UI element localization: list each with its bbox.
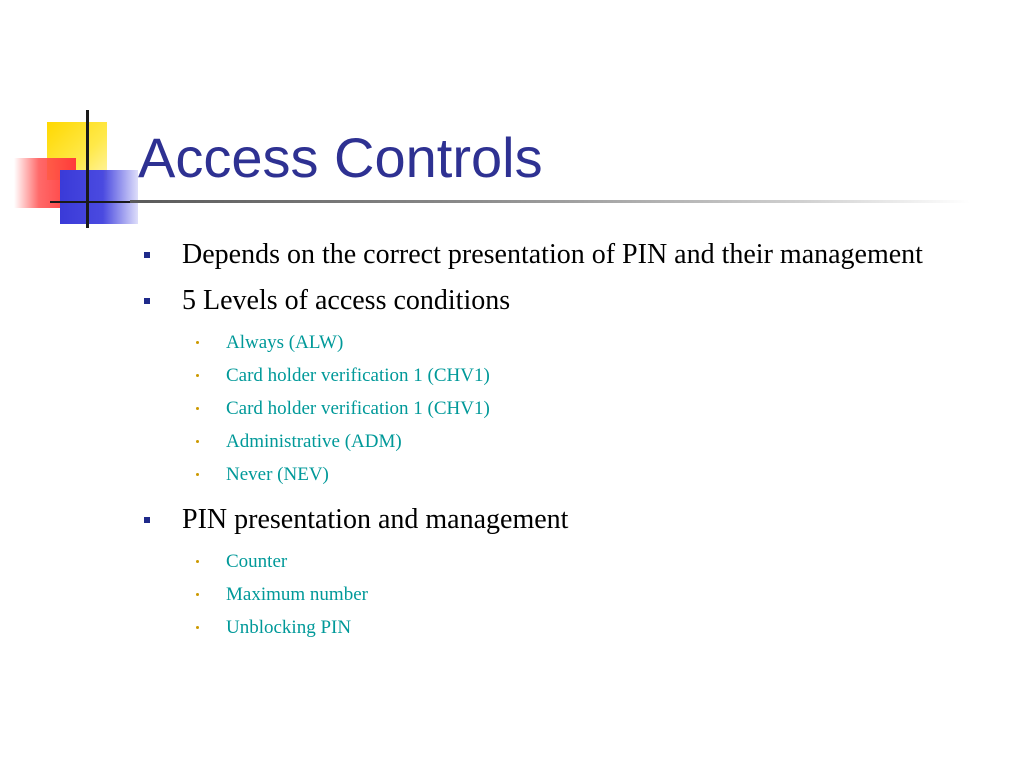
sub-item — [140, 359, 940, 392]
sub-item — [140, 326, 940, 359]
square-bullet-icon — [144, 252, 150, 258]
dot-bullet-icon — [196, 593, 199, 596]
slide-title: Access Controls — [138, 126, 543, 189]
dot-bullet-icon — [196, 374, 199, 377]
dot-bullet-icon — [196, 440, 199, 443]
bullet-item-3 — [140, 499, 940, 541]
dot-bullet-icon — [196, 341, 199, 344]
sub-item-text: Administrative (ADM) — [226, 431, 402, 452]
sub-item-text: Maximum number — [226, 584, 368, 605]
bullet-list — [140, 234, 940, 652]
dot-bullet-icon — [196, 473, 199, 476]
dot-bullet-icon — [196, 626, 199, 629]
logo-vertical-line — [86, 110, 89, 228]
blue-square — [60, 170, 138, 224]
sub-item — [140, 545, 940, 578]
square-bullet-icon — [144, 517, 150, 523]
sub-item — [140, 425, 940, 458]
sub-item-text: Card holder verification 1 (CHV1) — [226, 365, 490, 386]
logo-horizontal-line — [50, 201, 140, 203]
dot-bullet-icon — [196, 407, 199, 410]
bullet-item-2 — [140, 280, 940, 322]
sub-item — [140, 458, 940, 491]
sub-item-text: Always (ALW) — [226, 332, 344, 353]
bullet-text: 5 Levels of access conditions — [182, 285, 511, 316]
bullet-item-1 — [140, 234, 940, 276]
bullet-text: PIN presentation and management — [182, 504, 569, 535]
sub-item-text: Counter — [226, 551, 288, 572]
colored-squares-logo-icon — [0, 100, 140, 240]
sub-item-text: Card holder verification 1 (CHV1) — [226, 398, 490, 419]
sub-item — [140, 611, 940, 644]
sub-item-text: Never (NEV) — [226, 464, 329, 485]
sub-list-3 — [140, 545, 940, 644]
square-bullet-icon — [144, 298, 150, 304]
sub-list-2 — [140, 326, 940, 491]
sub-item — [140, 392, 940, 425]
sub-item — [140, 578, 940, 611]
bullet-text: Depends on the correct presentation of PIN and their management — [182, 239, 923, 270]
sub-item-text: Unblocking PIN — [226, 617, 352, 638]
dot-bullet-icon — [196, 560, 199, 563]
title-underline — [130, 200, 970, 203]
